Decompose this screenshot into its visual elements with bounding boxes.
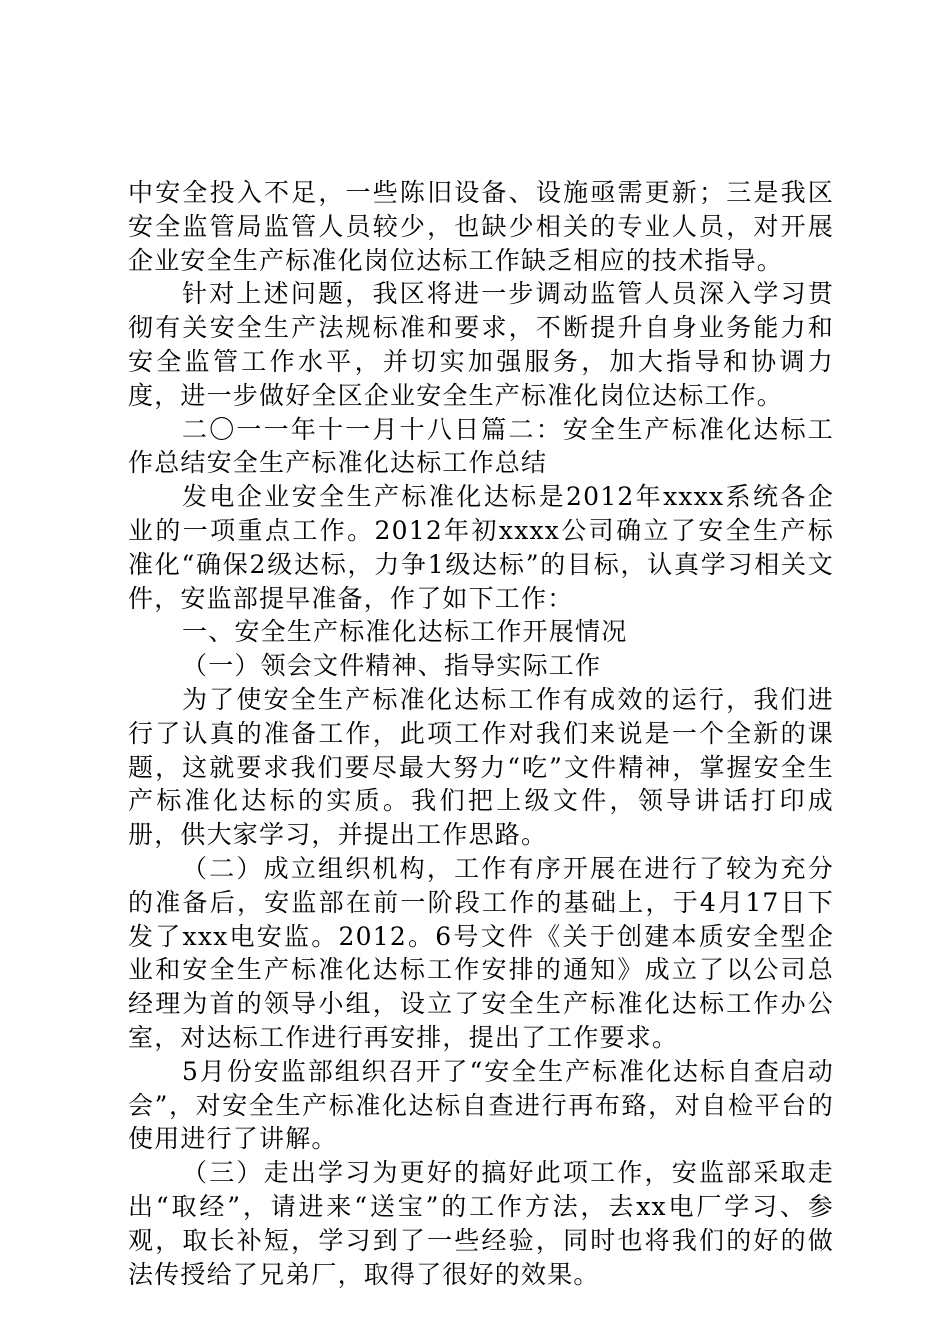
document-body: [128, 176, 834, 1291]
paragraph-2: 针对上述问题，我区将进一步调动监管人员深入学习贯彻有关安全生产法规标准和要求，不断提升自身业务能力和安全监管工作水平，并切实加强服务，加大指导和协调力度，进一步做好全区企业安全生产标准化岗位达标工作。: [128, 279, 834, 410]
section-heading-1: 一、安全生产标准化达标工作开展情况: [182, 617, 628, 647]
paragraph-7: 5月份安监部组织召开了“安全生产标准化达标自查启动会”，对安全生产标准化达标自查进行再布臵，对自检平台的使用进行了讲解。: [128, 1056, 834, 1154]
paragraph-6: （二）成立组织机构，工作有序开展在进行了较为充分的准备后，安监部在前一阶段工作的基础上，于4月17日下发了xxx电安监。2012。6号文件《关于创建本质安全型企业和安全生产标准化达标工作安排的通知》成立了以公司总经理为首的领导小组，设立了安全生产标准化达标工作办公室，对达标工作进行再安排，提出了工作要求。: [128, 853, 834, 1052]
paragraph-8: （三）走出学习为更好的搞好此项工作，安监部采取走出“取经”，请进来“送宝”的工作方法，去xx电厂学习、参观，取长补短，学习到了一些经验，同时也将我们的好的做法传授给了兄弟厂，取得了很好的效果。: [128, 1158, 834, 1289]
subsection-heading-1: （一）领会文件精神、指导实际工作: [182, 651, 602, 681]
paragraph-3: 二〇一一年十一月十八日篇二：安全生产标准化达标工作总结安全生产标准化达标工作总结: [128, 414, 834, 478]
paragraph-5: 为了使安全生产标准化达标工作有成效的运行，我们进行了认真的准备工作，此项工作对我们来说是一个全新的课题，这就要求我们要尽最大努力“吃”文件精神，掌握安全生产标准化达标的实质。我们把上级文件，领导讲话打印成册，供大家学习，并提出工作思路。: [128, 684, 834, 850]
paragraph-4: 发电企业安全生产标准化达标是2012年xxxx系统各企业的一项重点工作。2012年初xxxx公司确立了安全生产标准化“确保2级达标，力争1级达标”的目标，认真学习相关文件，安监部提早准备，作了如下工作：: [128, 482, 834, 613]
paragraph-1: 中安全投入不足，一些陈旧设备、设施亟需更新；三是我区安全监管局监管人员较少，也缺少相关的专业人员，对开展企业安全生产标准化岗位达标工作缺乏相应的技术指导。: [128, 178, 834, 275]
